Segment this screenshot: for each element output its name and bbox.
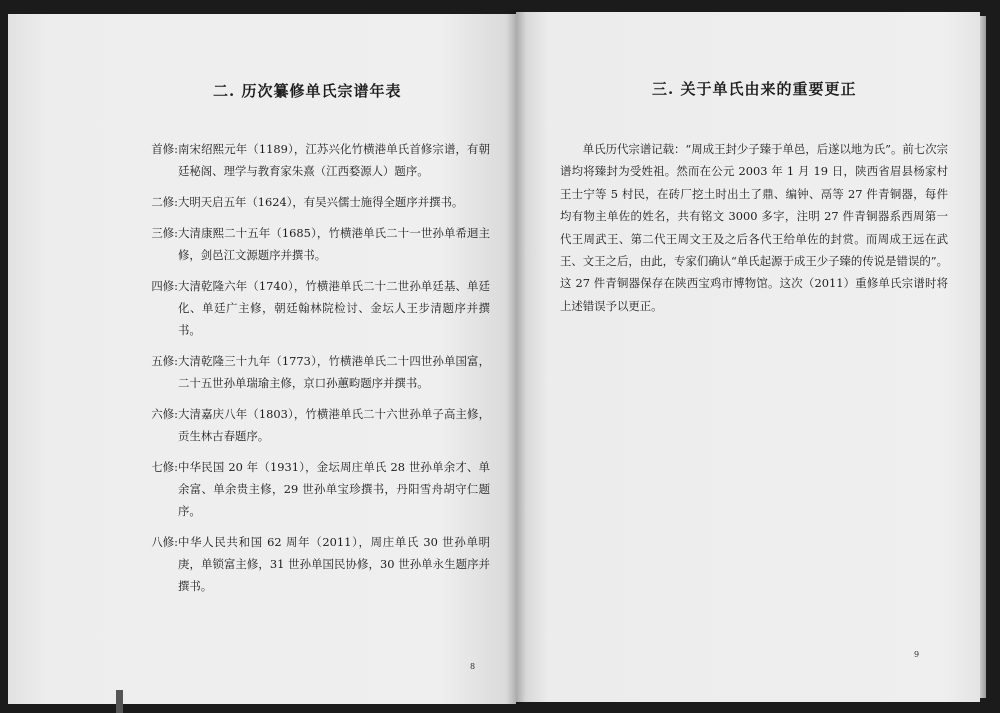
revision-text: 大清乾隆三十九年（1773），竹横港单氏二十四世孙单国富，二十五世孙单瑞瑜主修，京口孙蕙畇题序并撰书。 xyxy=(178,354,490,390)
revision-text: 中华人民共和国 62 周年（2011），周庄单氏 30 世孙单明庚，单锁富主修，31 世孙单国民协修，30 世孙单永生题序并撰书。 xyxy=(178,535,490,593)
revision-label: 三修: xyxy=(151,226,178,240)
revision-label: 四修: xyxy=(151,279,178,293)
revision-entry xyxy=(134,275,490,341)
revision-text: 大明天启五年（1624），有吴兴儒士施得全题序并撰书。 xyxy=(178,195,464,209)
revision-entry xyxy=(134,191,490,213)
left-page-number: 8 xyxy=(470,662,476,671)
revision-text: 大清嘉庆八年（1803），竹横港单氏二十六世孙单子高主修，贡生林古春题序。 xyxy=(178,407,490,443)
revision-entry xyxy=(134,531,490,597)
bookmark-ribbon xyxy=(116,690,123,713)
right-page xyxy=(516,12,980,702)
left-page xyxy=(8,14,516,704)
revision-label: 六修: xyxy=(151,407,178,421)
revision-label: 二修: xyxy=(151,195,178,209)
right-page-title: 三. 关于单氏由来的重要更正 xyxy=(652,80,857,98)
revision-entry xyxy=(134,456,490,522)
right-page-number: 9 xyxy=(914,650,920,659)
revision-entry xyxy=(134,138,490,182)
revision-text: 大清乾隆六年（1740），竹横港单氏二十二世孙单廷基、单廷化、单廷广主修，朝廷翰林院检讨、金坛人王步清题序并撰书。 xyxy=(178,279,490,337)
revision-entry xyxy=(134,403,490,447)
revision-label: 八修: xyxy=(151,535,178,549)
revision-entry xyxy=(134,222,490,266)
page-stack-edge xyxy=(980,16,986,698)
revision-entry xyxy=(134,350,490,394)
revision-label: 首修: xyxy=(151,142,178,156)
revision-text: 南宋绍熙元年（1189），江苏兴化竹横港单氏首修宗谱，有朝廷秘阁、理学与教育家朱熹（江西婺源人）题序。 xyxy=(178,142,490,178)
revision-label: 五修: xyxy=(151,354,178,368)
left-page-title: 二. 历次纂修单氏宗谱年表 xyxy=(213,82,402,100)
revision-text: 大清康熙二十五年（1685），竹横港单氏二十一世孙单希迴主修，剑邑江文源题序并撰书。 xyxy=(178,226,490,262)
revision-list xyxy=(134,138,490,606)
revision-text: 中华民国 20 年（1931），金坛周庄单氏 28 世孙单余才、单余富、单余贵主修，29 世孙单宝珍撰书，丹阳雪舟胡守仁题序。 xyxy=(178,460,490,518)
revision-label: 七修: xyxy=(151,460,178,474)
correction-paragraph: 单氏历代宗谱记载：“周成王封少子臻于单邑，后遂以地为氏”。前七次宗谱均将臻封为受姓祖。然而在公元 2003 年 1 月 19 日，陕西省眉县杨家村王士宁等 5 村民，在砖厂挖土时出土了鼎、编钟、鬲等 27 件青铜器，每件均有物主单佐的姓名，共有铭文 3000 多字，注明 27 件青铜器系西周第一代王周武王、第二代王周文王及之后各代王给单佐的封赏。而周成王远在武王、文王之后，由此，专家们确认“单氏起源于成王少子臻的传说是错误的”。这 27 件青铜器保存在陕西宝鸡市博物馆。这次（2011）重修单氏宗谱时将上述错误予以更正。 xyxy=(560,142,948,313)
